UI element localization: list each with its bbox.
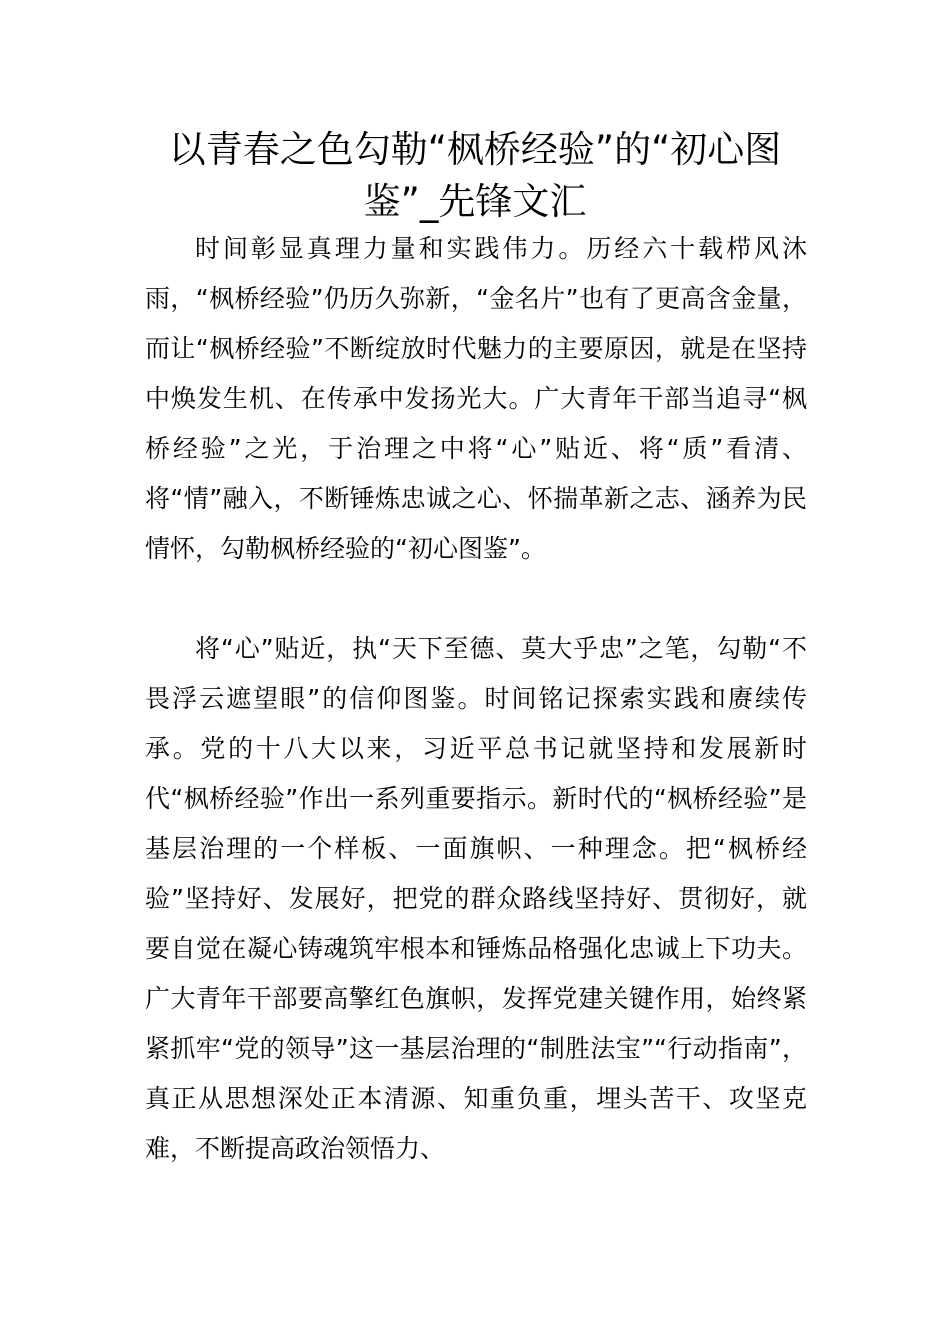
paragraph-1: 时间彰显真理力量和实践伟力。历经六十载栉风沐雨，“枫桥经验”仍历久弥新，“金名片”也有了更高含金量，而让“枫桥经验”不断绽放时代魅力的主要原因，就是在坚持中焕发生机、在传承中发扬光大。广大青年干部当追寻“枫桥经验”之光，于治理之中将“心”贴近、将“质”看清、将“情”融入，不断锤炼忠诚之心、怀揣革新之志、涵养为民情怀，勾勒枫桥经验的“初心图鉴”。: [145, 234, 807, 563]
document-title: 以青春之色勾勒“枫桥经验”的“初心图鉴”_先锋文汇: [168, 128, 782, 223]
paragraph-2: 将“心”贴近，执“天下至德、莫大乎忠”之笔，勾勒“不畏浮云遮望眼”的信仰图鉴。时间铭记探索实践和赓续传承。党的十八大以来，习近平总书记就坚持和发展新时代“枫桥经验”作出一系列重要指示。新时代的“枫桥经验”是基层治理的一个样板、一面旗帜、一种理念。把“枫桥经验”坚持好、发展好，把党的群众路线坚持好、贯彻好，就要自觉在凝心铸魂筑牢根本和锤炼品格强化忠诚上下功夫。广大青年干部要高擎红色旗帜，发挥党建关键作用，始终紧紧抓牢“党的领导”这一基层治理的“制胜法宝”“行动指南”，真正从思想深处正本清源、知重负重，埋头苦干、攻坚克难，不断提高政治领悟力、: [145, 634, 807, 1163]
document-body: [145, 224, 807, 1174]
